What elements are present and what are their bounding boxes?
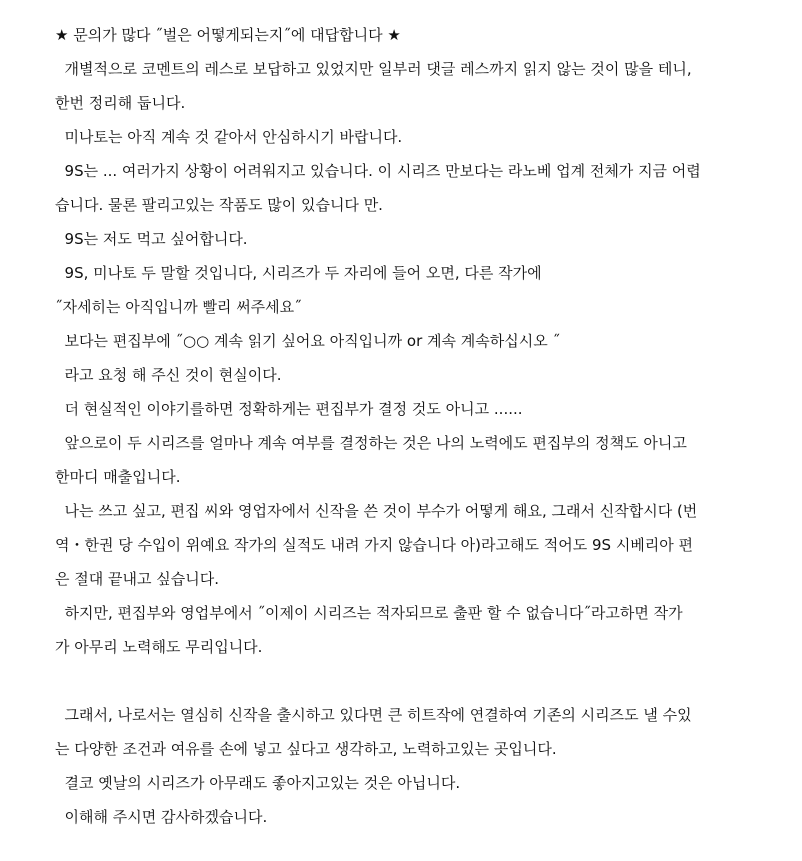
paragraph-line: 더 현실적인 이야기를하면 정확하게는 편집부가 결정 것도 아니고 ......: [55, 400, 523, 418]
paragraph-line: 역・한권 당 수입이 위예요 작가의 실적도 내려 가지 않습니다 아)라고해도 적어도 9S 시베리아 편: [55, 536, 694, 554]
paragraph-line: 개별적으로 코멘트의 레스로 보답하고 있었지만 일부러 댓글 레스까지 읽지 않는 것이 많을 테니,: [55, 60, 692, 78]
paragraph-line: 9S는 저도 먹고 싶어합니다.: [55, 230, 248, 248]
paragraph-line: 나는 쓰고 싶고, 편집 씨와 영업자에서 신작을 쓴 것이 부수가 어떻게 해요, 그래서 신작합시다 (번: [55, 502, 698, 520]
paragraph-line: 하지만, 편집부와 영업부에서 ˝이제이 시리즈는 적자되므로 출판 할 수 없습니다˝라고하면 작가: [55, 604, 683, 622]
paragraph-line: 라고 요청 해 주신 것이 현실이다.: [55, 366, 282, 384]
paragraph-line: 이해해 주시면 감사하겠습니다.: [55, 808, 268, 826]
paragraph-line: 그래서, 나로서는 열심히 신작을 출시하고 있다면 큰 히트작에 연결하여 기존의 시리즈도 낼 수있: [55, 706, 692, 724]
paragraph-line: 은 절대 끝내고 싶습니다.: [55, 570, 219, 588]
paragraph-line: 는 다양한 조건과 여유를 손에 넣고 싶다고 생각하고, 노력하고있는 곳입니다.: [55, 740, 557, 758]
paragraph-line: 한번 정리해 둡니다.: [55, 94, 186, 112]
article-body: [55, 18, 767, 834]
paragraph-line: 한마디 매출입니다.: [55, 468, 181, 486]
paragraph-line: 결코 옛날의 시리즈가 아무래도 좋아지고있는 것은 아닙니다.: [55, 774, 461, 792]
article-title: ★ 문의가 많다 ˝벌은 어떻게되는지˝에 대답합니다 ★: [55, 26, 401, 44]
paragraph-line: 습니다. 물론 팔리고있는 작품도 많이 있습니다 만.: [55, 196, 383, 214]
paragraph-line: 보다는 편집부에 ˝○○ 계속 읽기 싶어요 아직입니까 or 계속 계속하십시오 ˝: [55, 332, 560, 350]
paragraph-line: 가 아무리 노력해도 무리입니다.: [55, 638, 263, 656]
paragraph-line: 미나토는 아직 계속 것 같아서 안심하시기 바랍니다.: [55, 128, 403, 146]
paragraph-line: 9S, 미나토 두 말할 것입니다, 시리즈가 두 자리에 들어 오면, 다른 작가에: [55, 264, 542, 282]
paragraph-break: [55, 664, 767, 698]
paragraph-line: 앞으로이 두 시리즈를 얼마나 계속 여부를 결정하는 것은 나의 노력에도 편집부의 정책도 아니고: [55, 434, 687, 452]
paragraph-line: ˝자세히는 아직입니까 빨리 써주세요˝: [55, 298, 302, 316]
paragraph-line: 9S는 ... 여러가지 상황이 어려워지고 있습니다. 이 시리즈 만보다는 라노베 업계 전체가 지금 어렵: [55, 162, 701, 180]
